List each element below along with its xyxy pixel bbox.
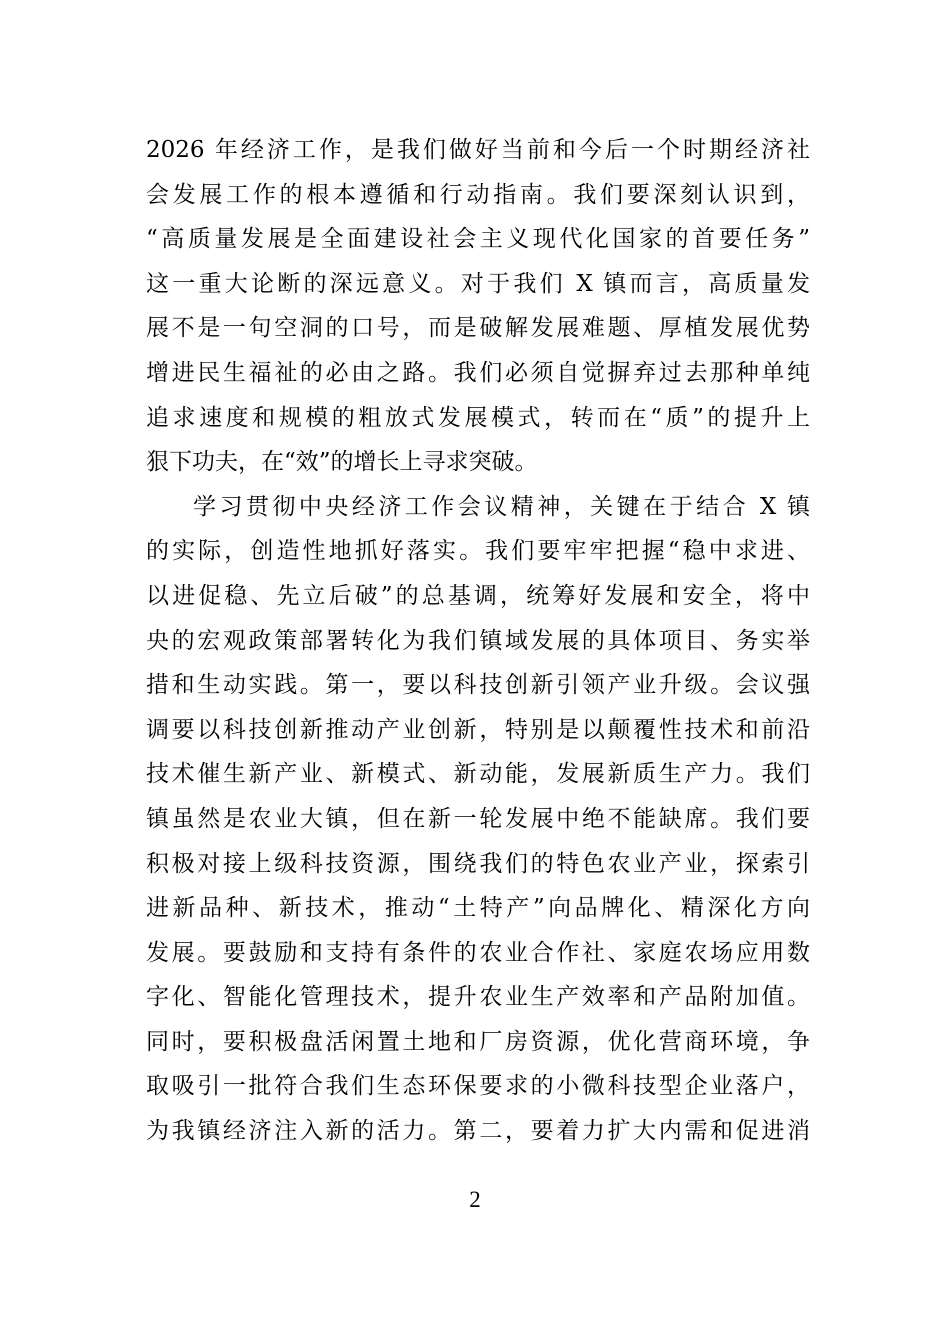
text-line: 积极对接上级科技资源，围绕我们的特色农业产业，探索引 [146, 850, 810, 877]
text-line: “高质量发展是全面建设社会主义现代化国家的首要任务” [146, 226, 810, 253]
text-line: 增进民生福祉的必由之路。我们必须自觉摒弃过去那种单纯 [146, 359, 810, 386]
text-line: 狠下功夫，在“效”的增长上寻求突破。 [146, 449, 538, 476]
text-line: 取吸引一批符合我们生态环保要求的小微科技型企业落户， [146, 1073, 810, 1100]
text-line: 展不是一句空洞的口号，而是破解发展难题、厚植发展优势 [146, 315, 810, 342]
text-line: 进新品种、新技术，推动“土特产”向品牌化、精深化方向 [146, 895, 810, 922]
text-line: 调要以科技创新推动产业创新，特别是以颠覆性技术和前沿 [146, 716, 810, 743]
text-line: 镇虽然是农业大镇，但在新一轮发展中绝不能缺席。我们要 [146, 805, 810, 832]
text-line: 为我镇经济注入新的活力。第二，要着力扩大内需和促进消 [146, 1118, 810, 1145]
text-line: 这一重大论断的深远意义。对于我们 X 镇而言，高质量发 [146, 270, 810, 297]
text-line: 技术催生新产业、新模式、新动能，发展新质生产力。我们 [146, 761, 810, 788]
text-line: 同时，要积极盘活闲置土地和厂房资源，优化营商环境，争 [146, 1028, 810, 1055]
text-line: 以进促稳、先立后破”的总基调，统筹好发展和安全，将中 [146, 582, 810, 609]
text-line: 2026 年经济工作，是我们做好当前和今后一个时期经济社 [146, 137, 810, 163]
text-line: 字化、智能化管理技术，提升农业生产效率和产品附加值。 [146, 984, 810, 1011]
text-line: 央的宏观政策部署转化为我们镇域发展的具体项目、务实举 [146, 627, 810, 654]
paragraph-2 [146, 485, 810, 1154]
text-line: 追求速度和规模的粗放式发展模式，转而在“质”的提升上 [146, 404, 810, 431]
page-number: 2 [469, 1187, 481, 1212]
text-line: 措和生动实践。第一，要以科技创新引领产业升级。会议强 [146, 672, 810, 699]
text-line: 的实际，创造性地抓好落实。我们要牢牢把握“稳中求进、 [146, 538, 810, 565]
paragraph-1 [146, 128, 810, 485]
body-text [146, 128, 810, 1154]
text-line: 学习贯彻中央经济工作会议精神，关键在于结合 X 镇 [193, 493, 810, 520]
text-line: 发展。要鼓励和支持有条件的农业合作社、家庭农场应用数 [146, 939, 810, 966]
text-line: 会发展工作的根本遵循和行动指南。我们要深刻认识到， [146, 181, 810, 208]
